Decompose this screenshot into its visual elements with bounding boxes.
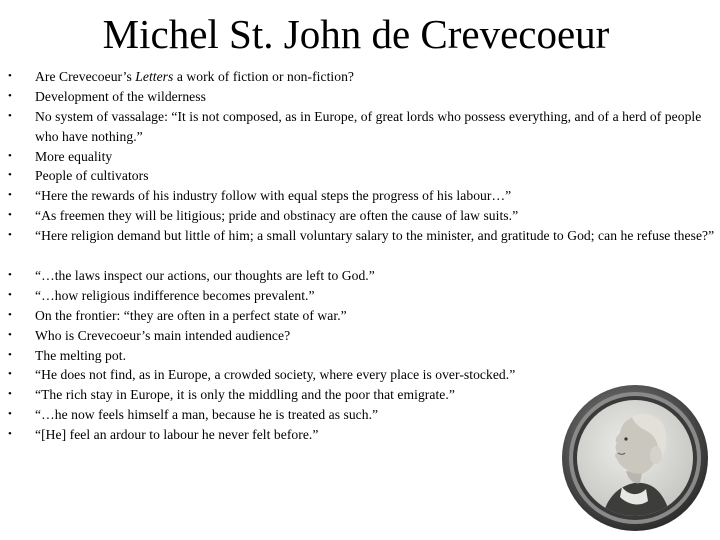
bullet-dot: • xyxy=(8,268,12,281)
bullet-dot: • xyxy=(8,70,12,82)
bullet-item: • The melting pot. xyxy=(0,346,720,366)
bullet-item: • No system of vassalage: “It is not composed, as in Europe, of great lords who possess everything, and of a herd of people who have nothing.” xyxy=(0,107,720,147)
bullet-item: • Who is Crevecoeur’s main intended audience? xyxy=(0,326,720,346)
slide-title: Michel St. John de Crevecoeur xyxy=(102,11,610,57)
bullet-dot: • xyxy=(8,428,12,441)
bullet-item: • People of cultivators xyxy=(0,166,720,186)
bullet-item: • “Here religion demand but little of him; a small voluntary salary to the minister, and gratitude to God; can he refuse these?” xyxy=(0,226,720,266)
bullet-dot: • xyxy=(8,308,12,321)
bullet-item: • Are Crevecoeur’s Letters a work of fiction or non-fiction? xyxy=(0,67,720,87)
bullet-dot: • xyxy=(8,89,12,102)
bullet-item: • “…how religious indifference becomes prevalent.” xyxy=(0,286,720,306)
bullet-dot: • xyxy=(8,328,12,341)
bullet-item: • “He does not find, as in Europe, a crowded society, where every place is over-stocked.” xyxy=(0,365,720,385)
bullet-dot: • xyxy=(8,189,12,202)
bullet-item: • “The rich stay in Europe, it is only the middling and the poor that emigrate.” xyxy=(0,385,720,405)
bullet-item: • “…he now feels himself a man, because he is treated as such.” xyxy=(0,405,720,425)
bullet-item: • “…the laws inspect our actions, our thoughts are left to God.” xyxy=(0,266,720,286)
bullet-item: • Development of the wilderness xyxy=(0,87,720,107)
bullet-item: • “[He] feel an ardour to labour he never felt before.” xyxy=(0,425,720,445)
book-title: Letters xyxy=(135,69,174,84)
bullet-dot: • xyxy=(8,368,12,381)
bullet-dot: • xyxy=(8,169,12,182)
bullet-dot: • xyxy=(8,109,12,122)
bullet-dot: • xyxy=(8,288,12,301)
bullet-item: • On the frontier: “they are often in a perfect state of war.” xyxy=(0,306,720,326)
bullet-dot: • xyxy=(8,209,12,222)
bullet-item: • “Here the rewards of his industry follow with equal steps the progress of his labour…” xyxy=(0,186,720,206)
bullet-dot: • xyxy=(8,408,12,421)
portrait-medallion-icon xyxy=(560,383,710,533)
bullet-dot: • xyxy=(8,388,12,401)
portrait-image xyxy=(560,383,710,533)
bullet-dot: • xyxy=(8,149,12,162)
bullet-item: • More equality xyxy=(0,147,720,167)
bullet-dot: • xyxy=(8,348,12,361)
bullet-item: • “As freemen they will be litigious; pride and obstinacy are often the cause of law suits.” xyxy=(0,206,720,226)
bullet-dot: • xyxy=(8,229,12,242)
